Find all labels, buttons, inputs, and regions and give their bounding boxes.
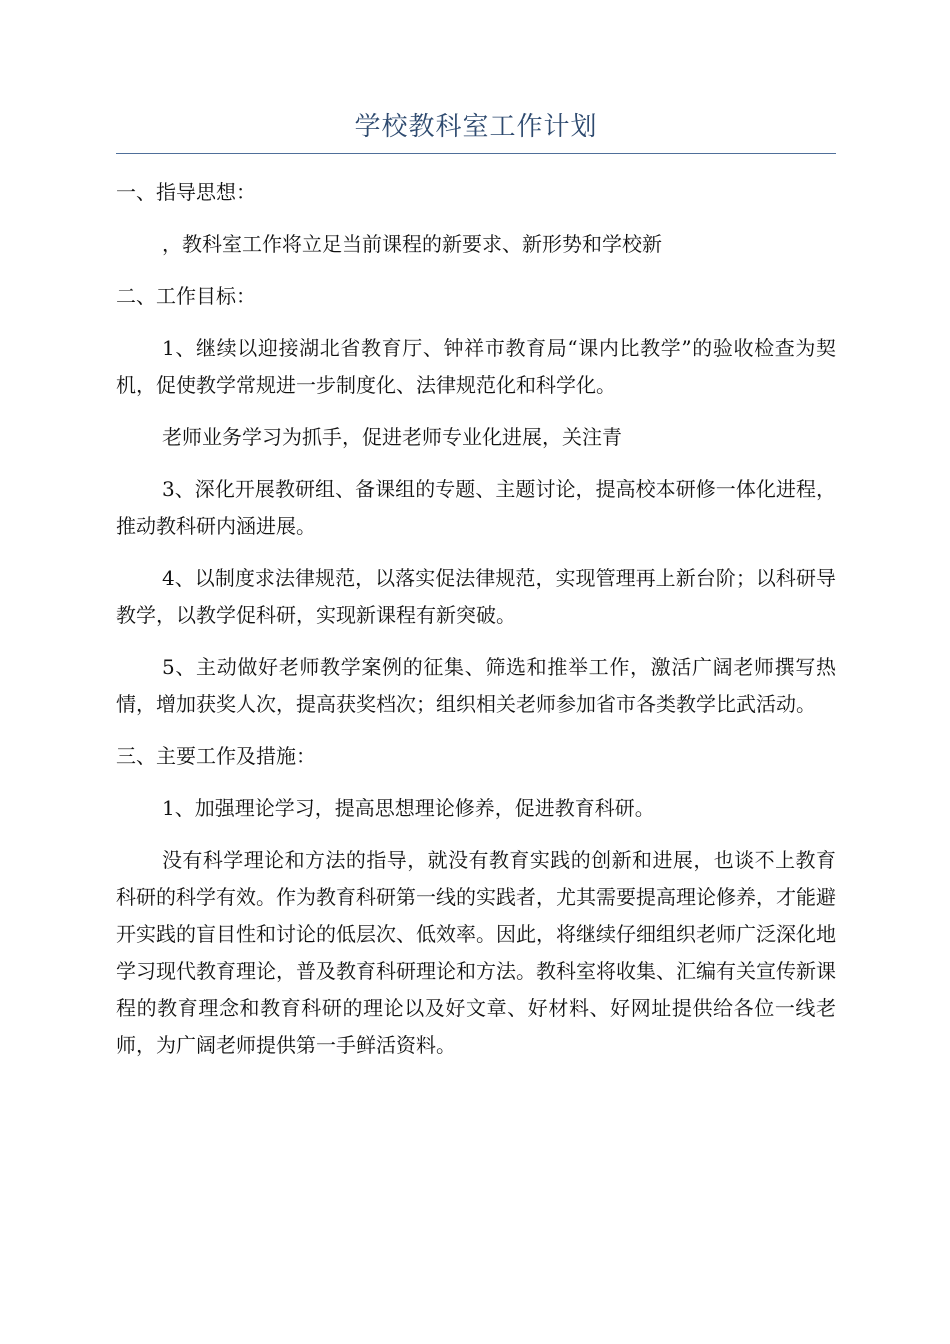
- goal-item-2: 老师业务学习为抓手，促进老师专业化进展，关注青: [162, 425, 622, 449]
- goal-item-1: 1、继续以迎接湖北省教育厅、钟祥市教育局“课内比教学”的验收检查为契机，促使教学常规进一步制度化、法律规范化和科学化。: [116, 336, 836, 397]
- document-page: [116, 108, 836, 1064]
- body-paragraph: ，教科室工作将立足当前课程的新要求、新形势和学校新: [162, 232, 662, 256]
- section-heading-main-work: 三、主要工作及措施：: [116, 744, 316, 768]
- section-heading-work-goals: 二、工作目标：: [116, 284, 256, 308]
- title-underline: [116, 153, 836, 154]
- goal-item-3: 3、深化开展教研组、备课组的专题、主题讨论，提高校本研修一体化进程，推动教科研内涵进展。: [116, 477, 836, 538]
- goal-item-5: 5、主动做好老师教学案例的征集、筛选和推举工作，激活广阔老师撰写热情，增加获奖人次，提高获奖档次；组织相关老师参加省市各类教学比武活动。: [116, 655, 836, 716]
- work-item-1: 1、加强理论学习，提高思想理论修养，促进教育科研。: [162, 796, 655, 820]
- section-heading-guiding-ideology: 一、指导思想：: [116, 180, 256, 204]
- body-paragraph: 没有科学理论和方法的指导，就没有教育实践的创新和进展，也谈不上教育科研的科学有效。作为教育科研第一线的实践者，尤其需要提高理论修养，才能避开实践的盲目性和讨论的低层次、低效率。因此，将继续仔细组织老师广泛深化地学习现代教育理论，普及教育科研理论和方法。教科室将收集、汇编有关宣传新课程的教育理念和教育科研的理论以及好文章、好材料、好网址提供给各位一线老师，为广阔老师提供第一手鲜活资料。: [116, 848, 836, 1057]
- document-title: 学校教科室工作计划: [354, 112, 598, 142]
- goal-item-4: 4、以制度求法律规范，以落实促法律规范，实现管理再上新台阶；以科研导教学，以教学促科研，实现新课程有新突破。: [116, 566, 836, 627]
